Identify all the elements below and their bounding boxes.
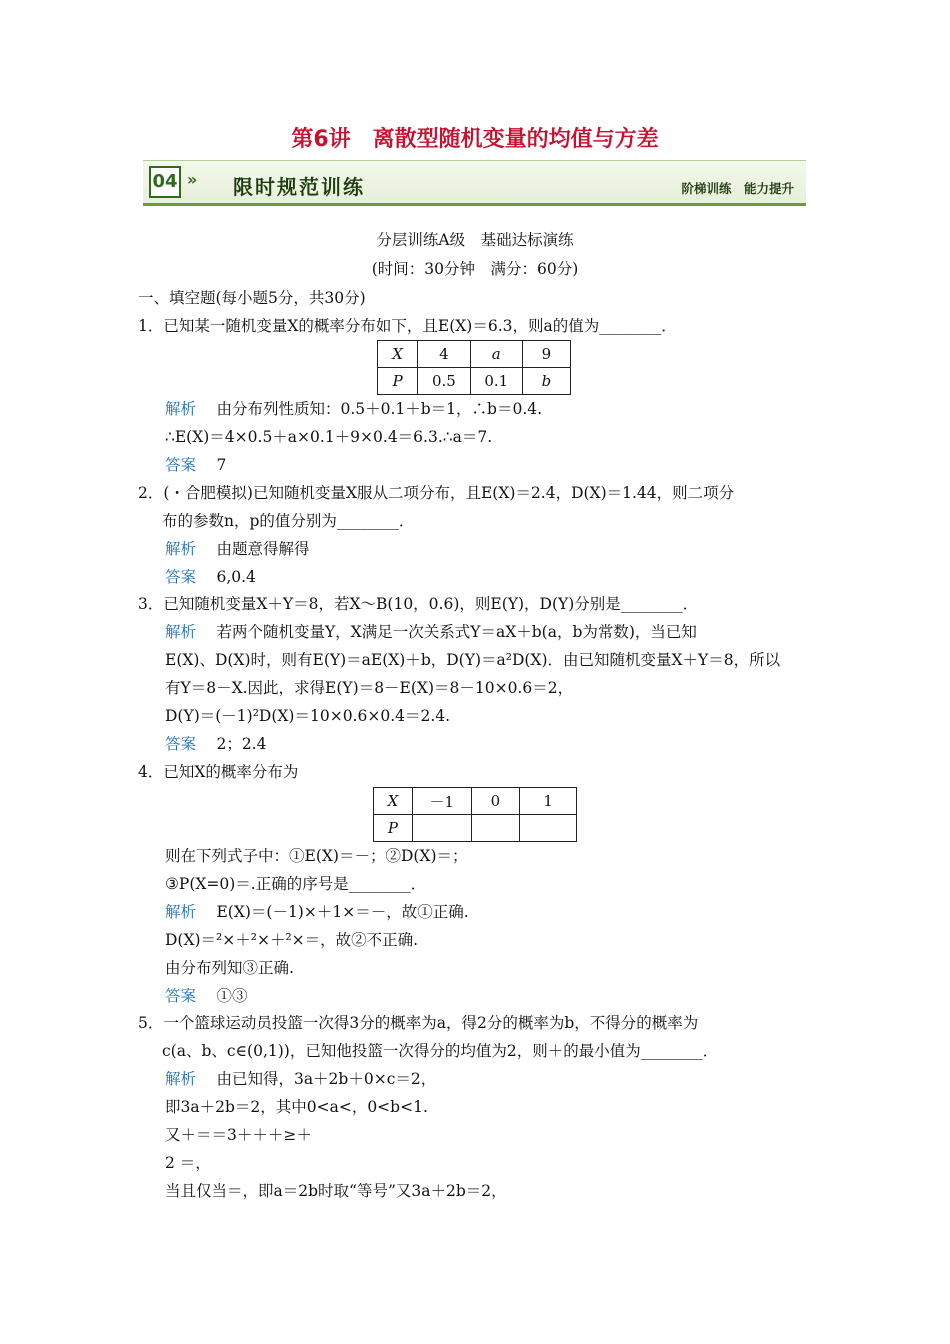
table-cell: a — [470, 341, 522, 368]
banner-title: 限时规范训练 — [233, 175, 365, 199]
q3-analysis-line2: E(X)、D(X)时，则有E(Y)＝aE(X)＋b，D(Y)＝a²D(X)．由已知随机变量X＋Y＝8，所以 — [165, 651, 781, 669]
table-cell — [412, 815, 471, 842]
table-cell: 0.1 — [470, 368, 522, 395]
q3-analysis-text: 若两个随机变量Y，X满足一次关系式Y＝aX＋b(a，b为常数)，当已知 — [216, 623, 697, 641]
q1-analysis-text: 由分布列性质知：0.5＋0.1＋b＝1，∴b＝0.4. — [216, 400, 543, 418]
table-cell: b — [522, 368, 570, 395]
chevron-right-icon: » — [187, 170, 198, 189]
q2-answer — [165, 565, 256, 587]
analysis-label: 解析 — [165, 623, 197, 641]
q5-line2: 即3a＋2b＝2，其中0<a<，0<b<1. — [165, 1098, 428, 1116]
table-cell — [520, 815, 577, 842]
q4-analysis-line3: 由分布列知③正确. — [165, 959, 294, 977]
q1-text: 1．已知某一随机变量X的概率分布如下，且E(X)＝6.3，则a的值为________． — [138, 317, 677, 335]
analysis-label: 解析 — [165, 1070, 197, 1088]
table-cell: 0 — [471, 788, 520, 815]
table-cell: 9 — [522, 341, 570, 368]
q3-answer-value: 2；2.4 — [216, 735, 267, 753]
banner-badge: 04 — [149, 166, 181, 198]
table-cell: P — [378, 368, 418, 395]
q4-text: 4．已知X的概率分布为 — [138, 763, 299, 781]
q5-analysis-text: 由已知得，3a＋2b＋0×c＝2， — [216, 1070, 437, 1088]
q5-text-line1: 5．一个篮球运动员投篮一次得3分的概率为a，得2分的概率为b，不得分的概率为 — [138, 1014, 699, 1032]
q3-analysis-line4: D(Y)＝(－1)²D(X)＝10×0.6×0.4＝2.4. — [165, 707, 451, 725]
q4-analysis — [165, 900, 469, 922]
analysis-label: 解析 — [165, 903, 197, 921]
banner-tagline: 阶梯训练 能力提升 — [681, 181, 794, 196]
answer-label: 答案 — [165, 568, 197, 586]
q5-analysis — [165, 1067, 436, 1089]
table-row — [374, 815, 577, 842]
q5-line3: 又＋＝＝3＋＋＋≥＋ — [165, 1126, 312, 1144]
q3-text: 3．已知随机变量X＋Y＝8，若X～B(10，0.6)，则E(Y)，D(Y)分别是________． — [138, 595, 699, 613]
answer-label: 答案 — [165, 987, 197, 1005]
time-info: (时间：30分钟 满分：60分) — [371, 260, 579, 278]
table-cell: X — [378, 341, 418, 368]
q3-analysis — [165, 620, 697, 642]
table-row — [374, 788, 577, 815]
q4-answer — [165, 984, 247, 1006]
analysis-label: 解析 — [165, 400, 197, 418]
q4-line2: ③P(X=0)＝.正确的序号是________． — [165, 875, 427, 893]
q2-analysis — [165, 537, 309, 559]
q3-analysis-line3: 有Y＝8－X.因此，求得E(Y)＝8－E(X)＝8－10×0.6＝2， — [165, 679, 574, 697]
q5-line5: 当且仅当＝，即a＝2b时取“等号”又3a＋2b＝2， — [165, 1182, 507, 1200]
analysis-label: 解析 — [165, 540, 197, 558]
q4-analysis-line2: D(X)＝²×＋²×＋²×＝，故②不正确. — [165, 931, 419, 949]
q5-line4: 2 ＝， — [165, 1154, 211, 1172]
q1-answer-value: 7 — [216, 456, 227, 474]
q2-answer-value: 6,0.4 — [216, 568, 256, 586]
q2-analysis-text: 由题意得解得 — [216, 540, 310, 558]
q4-line1: 则在下列式子中：①E(X)＝－；②D(X)＝； — [165, 847, 468, 865]
table-cell — [471, 815, 520, 842]
table-cell: 0.5 — [418, 368, 470, 395]
q2-text-line1: 2．(・合肥模拟)已知随机变量X服从二项分布，且E(X)＝2.4，D(X)＝1.44，则二项分 — [138, 484, 735, 502]
table-row — [378, 368, 571, 395]
section-heading: 一、填空题(每小题5分，共30分) — [138, 289, 366, 307]
q5-text-line2: c(a、b、c∈(0,1))，已知他投篮一次得分的均值为2，则＋的最小值为________． — [162, 1042, 719, 1060]
q3-answer — [165, 732, 266, 754]
page-title: 第6讲 离散型随机变量的均值与方差 — [291, 127, 659, 152]
q2-text-line2: 布的参数n，p的值分别为________． — [162, 512, 415, 530]
answer-label: 答案 — [165, 456, 197, 474]
q1-analysis — [165, 397, 542, 419]
answer-label: 答案 — [165, 735, 197, 753]
table-cell: 4 — [418, 341, 470, 368]
q1-distribution-table — [377, 340, 571, 395]
q4-answer-value: ①③ — [216, 987, 248, 1005]
q1-analysis-line2: ∴E(X)＝4×0.5＋a×0.1＋9×0.4＝6.3.∴a＝7. — [165, 428, 493, 446]
table-row — [378, 341, 571, 368]
table-cell: P — [374, 815, 413, 842]
section-banner — [143, 160, 806, 206]
q4-analysis-text: E(X)＝(－1)×＋1×＝－，故①正确. — [216, 903, 469, 921]
q4-distribution-table — [373, 787, 577, 842]
q1-answer — [165, 453, 226, 475]
table-cell: X — [374, 788, 413, 815]
subtitle: 分层训练A级 基础达标演练 — [376, 231, 574, 249]
table-cell: 1 — [520, 788, 577, 815]
table-cell: －1 — [412, 788, 471, 815]
